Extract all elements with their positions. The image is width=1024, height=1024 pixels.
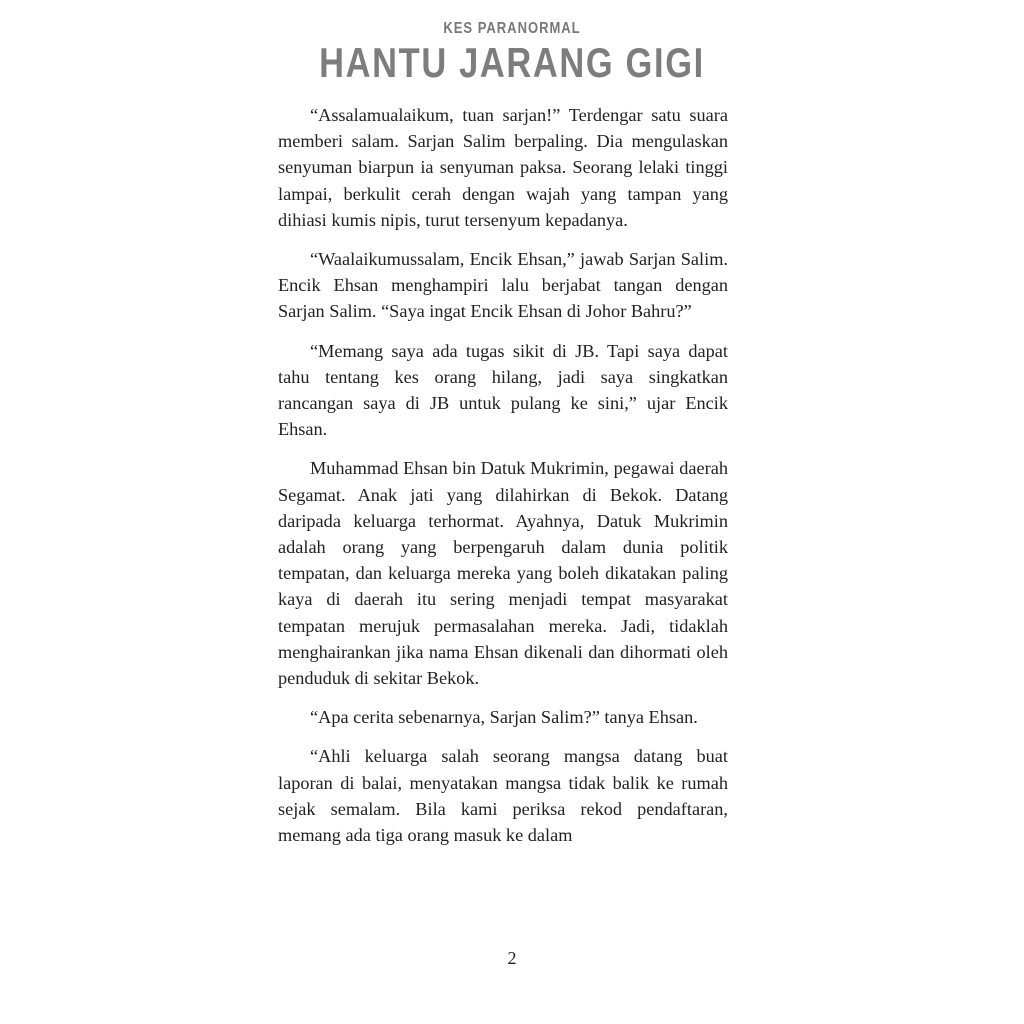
paragraph: “Memang saya ada tugas sikit di JB. Tapi saya dapat tahu tentang kes orang hilang, jadi saya singkatkan rancangan saya di JB untuk pulang ke sini,” ujar Encik Ehsan.	[278, 340, 728, 440]
paragraph: Muhammad Ehsan bin Datuk Mukrimin, pegawai daerah Segamat. Anak jati yang dilahirkan di Bekok. Datang daripada keluarga terhormat. Ayahnya, Datuk Mukrimin adalah orang yang berpengaruh dalam dunia politik tempatan, dan keluarga mereka yang boleh dikatakan paling kaya di daerah itu sering menjadi tempat masyarakat tempatan merujuk permasalahan mereka. Jadi, tidaklah menghairankan jika nama Ehsan dikenali dan dihormati oleh penduduk di sekitar Bekok.	[278, 458, 728, 689]
page-body	[278, 102, 728, 861]
series-label: KES PARANORMAL	[443, 18, 581, 37]
page-number: 2	[507, 948, 517, 968]
paragraph: “Assalamualaikum, tuan sarjan!” Terdengar satu suara memberi salam. Sarjan Salim berpaling. Dia mengulaskan senyuman biarpun ia senyuman paksa. Seorang lelaki tinggi lampai, berkulit cerah dengan wajah yang tampan yang dihiasi kumis nipis, turut tersenyum kepadanya.	[278, 105, 728, 230]
paragraph: “Ahli keluarga salah seorang mangsa datang buat laporan di balai, menyatakan mangsa tidak balik ke rumah sejak semalam. Bila kami periksa rekod pendaftaran, memang ada tiga orang masuk ke dalam	[278, 746, 728, 846]
paragraph: “Apa cerita sebenarnya, Sarjan Salim?” tanya Ehsan.	[310, 707, 698, 728]
book-title: HANTU JARANG GIGI	[319, 39, 705, 86]
paragraph: “Waalaikumussalam, Encik Ehsan,” jawab Sarjan Salim. Encik Ehsan menghampiri lalu berjabat tangan dengan Sarjan Salim. “Saya ingat Encik Ehsan di Johor Bahru?”	[278, 249, 728, 322]
